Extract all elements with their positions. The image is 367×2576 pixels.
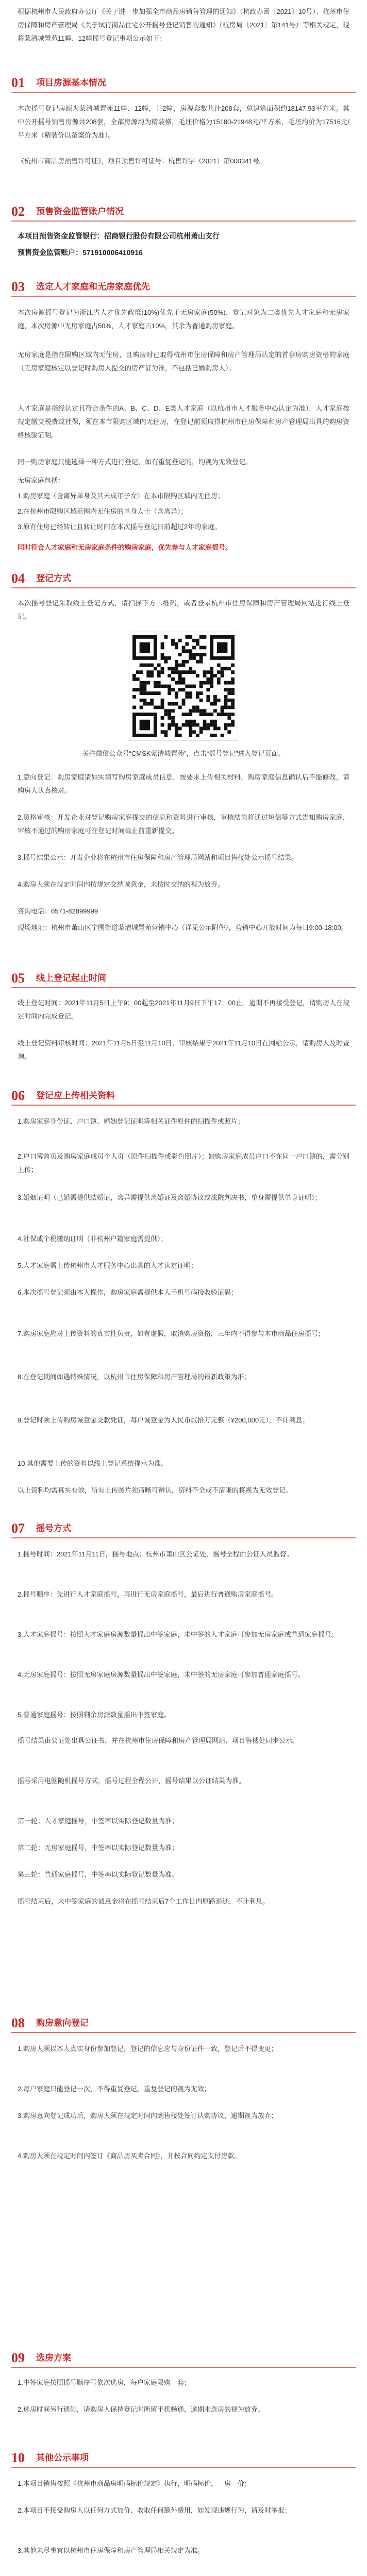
consult-phone: 咨询电话：0571-82899999 (18, 907, 98, 915)
section-title: 预售资金监管账户情况 (36, 207, 124, 216)
section-03-list-item: 1.购房家庭（含离异单身及其未成年子女）在本市限购区域内无住房； (18, 492, 224, 500)
section-divider (11, 296, 356, 297)
section-05-paragraph-2: 线上登记资料审核时间：2021年11月5日至11月10日，审核结果于2021年11月10日在网站公示，请购房人及时查询。 (18, 1039, 349, 1060)
section-08-item: 2.每户家庭只能登记一次，不得重复登记，重复登记的视为无效； (18, 2085, 211, 2093)
section-01-paragraph-2: 《杭州市商品房预售许可证》，项目预售许可证号：杭售许字（2021）第000341号。 (18, 157, 266, 165)
section-divider (11, 2367, 356, 2368)
qr-caption: 关注微信公众号“CMSK蒙清城置苑”，点击“摇号登记”进入登记页面。 (82, 750, 285, 757)
section-01-paragraph-1: 本次摇号登记房源为蒙清城置苑11幢、12幢，共2幢，房源套数共计208套，总建筑面积约18147.93平方米。其中公开摇号销售房源共208套，全部房源均为精装修，毛坯价格为15180-21948元/平方米，毛坯均价为17516元/平方米（精装价以备案价为准）。 (18, 105, 349, 139)
section-03-list-item: 2.在杭州市限购区域范围内无住房的单身人士（含离异）； (18, 507, 188, 515)
section-06-item: 7.购房家庭应对上传资料的真实性负责，如有虚假，取消购房资格，三年内不得参与本市商品住房摇号； (18, 1330, 325, 1337)
section-header-01 (11, 74, 356, 92)
section-04-paragraph-3: 2.资格审核：开发企业对登记购房家庭提交的信息和资料进行审核，审核结果将通过短信等方式告知购房家庭，审核不通过的购房家庭可在登记时间截止前重新提交。 (18, 814, 349, 835)
section-title: 项目房源基本情况 (36, 78, 106, 88)
section-07-item: 3.人才家庭摇号：按照人才家庭房源数量摇出中签家庭，未中签的人才家庭可参加无房家庭或普通家庭摇号。 (18, 1631, 338, 1638)
section-divider (11, 987, 356, 988)
section-03-list-item: 3.原有住房已经转让且转让时间在本次摇号登记日前超过2年的家庭。 (18, 523, 222, 531)
section-number: 09 (11, 2350, 25, 2365)
section-header-06 (11, 1087, 356, 1105)
section-08-item: 4.购房人须在规定时间内签订《商品房买卖合同》，并按合同约定支付房款。 (18, 2152, 241, 2160)
section-07-paragraph-1: 摇号结果由公证处出具公证书，并在杭州市住房保障和房产管理局网站、项目售楼处同步公示。 (18, 1737, 299, 1744)
section-07-round-2: 第二轮：无房家庭摇号，中签率以实际登记数量为准； (18, 1844, 179, 1852)
section-06-item: 9.登记时须上传购房诚意金交款凭证，每户诚意金为人民币贰拾万元整（¥200,000元），不计利息； (18, 1416, 309, 1424)
section-06-item: 6.本次摇号登记须由本人操作，购房家庭需提供本人手机号码接收验证码； (18, 1289, 238, 1296)
section-divider (11, 2467, 356, 2468)
section-06-note: 以上资料均需真实有效，所有上传图片须清晰可辨认，资料不全或不清晰的将视为无效登记。 (18, 1486, 293, 1494)
qr-code[interactable] (129, 632, 238, 741)
supervision-bank: 本项目预售资金监管银行：招商银行股份有限公司杭州萧山支行 (18, 232, 220, 240)
section-header-09 (11, 2349, 356, 2367)
section-divider (11, 2032, 356, 2033)
section-06-item: 5.人才家庭需上传杭州市人才服务中心出具的人才认定证明； (18, 1262, 197, 1269)
section-07-round-3: 第三轮：普通家庭摇号，中签率以实际登记数量为准。 (18, 1871, 179, 1878)
section-header-05 (11, 970, 356, 987)
section-07-item: 1.摇号时间：2021年11月11日，摇号地点：杭州市萧山区公证处，摇号全程由公证人员监督。 (18, 1550, 293, 1558)
section-06-item: 2.户口簿首页及购房家庭成员个人页（原件扫描件或彩色照片）；如购房家庭成员户口不在同一户口簿的，需分别上传； (18, 1153, 349, 1174)
section-06-item: 1.购房家庭身份证、户口簿、婚姻登记证明等相关证件原件的扫描件或照片； (18, 1117, 244, 1125)
section-divider (11, 221, 356, 222)
section-04-paragraph-2: 1.意向登记：购房家庭请如实填写购房家庭成员信息，按要求上传相关材料，购房家庭信息确认后不能修改，请购房人认真核对。 (18, 773, 349, 794)
section-09-item: 2.选房时间另行通知，请购房人保持登记时所留手机畅通，逾期未选房的视为放弃。 (18, 2405, 264, 2413)
section-number: 06 (11, 1088, 25, 1103)
section-10-item: 1.本项目销售按照《杭州市商品房明码标价规定》执行，明码标价，一房一价； (18, 2480, 251, 2487)
section-10-item: 3.其他未尽事宜以杭州市住房保障和房产管理局相关规定为准。 (18, 2547, 204, 2554)
onsite-address: 现场地址：杭州市萧山区宁围街道蒙清城置苑营销中心（详见公示附件），营销中心开放时间为每日9:00-18:00。 (18, 924, 348, 931)
section-10-item: 2.本项目不接受购房人以任何方式加价、收取任何额外费用，如发现违规行为，请及时举报； (18, 2506, 291, 2514)
section-07-item: 5.普通家庭摇号：按照剩余房源数量摇出中签家庭。 (18, 1711, 171, 1719)
section-title: 其他公示事项 (36, 2453, 89, 2463)
section-04-paragraph-1: 本次摇号登记采取线上登记方式，请扫描下方二维码，或者登录杭州市住房保障和房产管理局网站进行线上登记。 (18, 599, 349, 620)
section-03-paragraph-2: 无房家庭是指在限购区域内无住房，且购房时已取得杭州市住房保障和房产管理局认定的首套房购房资格的家庭（无房家庭核定以登记时购房人提交的房产证为准，不包括已婚购房人）。 (18, 351, 349, 372)
section-07-paragraph-6: 摇号结束后，未中签家庭的诚意金将在摇号结束后7个工作日内原路退还，不计利息。 (18, 1897, 270, 1905)
section-07-paragraph-2: 摇号采用电脑随机摇号方式，摇号过程全程公开，摇号结果以公证结果为准。 (18, 1777, 246, 1785)
section-07-round-1: 第一轮：人才家庭摇号，中签率以实际登记数量为准； (18, 1817, 179, 1825)
section-06-item: 3.婚姻证明（已婚需提供结婚证，离异需提供离婚证及离婚协议或法院判决书，单身需提供单身证明）； (18, 1194, 322, 1201)
section-header-07 (11, 1520, 356, 1537)
section-title: 登记应上传相关资料 (36, 1091, 115, 1100)
section-header-04 (11, 570, 356, 587)
section-divider (11, 587, 356, 588)
section-divider (11, 1105, 356, 1106)
section-08-item: 1.购房人须以本人真实身份参加登记，登记的信息应与身份证件一致，登记后不得变更； (18, 2045, 278, 2053)
section-divider (11, 92, 356, 93)
section-03-paragraph-3: 人才家庭是指经认定且符合条件的A、B、C、D、E类人才家庭（以杭州市人才服务中心认定为准），人才家庭按规定缴交税费或社保，须在本市限购区域内无住房，在登记前须取得杭州市住房保障和房产管理局出具的购房资格核验证明。 (18, 404, 349, 439)
section-title: 选房方案 (36, 2353, 71, 2363)
section-title: 选定人才家庭和无房家庭优先 (36, 282, 150, 292)
section-04-paragraph-5: 4.购房人须在规定时间内按规定交纳诚意金，未按时交纳的视为放弃。 (18, 880, 224, 888)
section-number: 10 (11, 2450, 25, 2465)
section-header-03 (11, 278, 356, 296)
section-08-item: 3.购房意向登记成功后，购房人须在规定时间内到售楼处签订认购协议，逾期视为放弃； (18, 2112, 278, 2120)
section-06-item: 10.其他需要上传的资料以线上登记系统提示为准。 (18, 1460, 168, 1467)
section-number: 04 (11, 571, 25, 586)
section-header-02 (11, 203, 356, 221)
section-title: 登记方式 (36, 573, 71, 583)
section-03-paragraph-1: 本次房源摇号登记为浙江省人才优先政策(10%)优先于无房家庭(50%)，登记对象为二类优先人才家庭和无房家庭，本次房源中无房家庭占50%，人才家庭占10%，其余为普通购房家庭。 (18, 309, 349, 330)
section-07-item: 2.摇号顺序：先进行人才家庭摇号，再进行无房家庭摇号，最后进行普通购房家庭摇号。 (18, 1590, 278, 1598)
section-number: 01 (11, 75, 25, 90)
section-title: 摇号方式 (36, 1523, 71, 1533)
section-title: 线上登记起止时间 (36, 973, 106, 983)
section-06-item: 4.社保或个税缴纳证明（非杭州户籍家庭需提供）； (18, 1235, 168, 1243)
section-06-item: 8.在登记期间如遇特殊情况，以杭州市住房保障和房产管理局的最新政策为准； (18, 1373, 251, 1381)
section-03-paragraph-6: 同时符合人才家庭和无房家庭条件的购房家庭，优先参与人才家庭摇号。 (18, 544, 232, 551)
section-number: 07 (11, 1521, 25, 1536)
section-number: 08 (11, 2015, 25, 2030)
section-number: 05 (11, 971, 25, 986)
intro-paragraph: 根据杭州市人民政府办公厅《关于进一步加强全市商品房销售管理的通知》（杭政办函〔2021〕10号）、杭州市住房保障和房产管理局《关于试行商品住宅公开摇号登记销售的通知》（杭房局〔2021〕第141号）等相关规定，现将蒙清城置苑11幢、12幢摇号登记事项公示如下： (18, 8, 349, 42)
section-05-paragraph-1: 线上登记时间：2021年11月5日上午9：00起至2021年11月9日下午17：00止。逾期不再接受登记，请购房人在规定时间内完成登记。 (18, 999, 349, 1020)
section-divider (11, 1537, 356, 1538)
section-number: 02 (11, 204, 25, 219)
section-03-paragraph-5: 无房家庭包括： (18, 477, 65, 484)
section-header-10 (11, 2449, 356, 2467)
section-title: 购房意向登记 (36, 2018, 89, 2028)
section-header-08 (11, 2014, 356, 2032)
section-07-item: 4.无房家庭摇号：按照无房家庭房源数量摇出中签家庭，未中签的无房家庭可参加普通家庭摇号。 (18, 1671, 305, 1679)
section-number: 03 (11, 279, 25, 294)
section-04-paragraph-4: 3.摇号结果公示：开发企业将在杭州市住房保障和房产管理局网站和项目售楼处公示摇号结果。 (18, 854, 298, 861)
supervision-account: 预售资金监管账户：571910006410916 (18, 248, 143, 257)
section-03-paragraph-4: 同一购房家庭只能选择一种方式进行登记，如有重复登记的，均视为无效登记。 (18, 458, 253, 466)
qr-code-icon (132, 635, 235, 737)
section-09-item: 1.中签家庭按照摇号顺序号依次选房，每户家庭限购一套； (18, 2379, 191, 2386)
